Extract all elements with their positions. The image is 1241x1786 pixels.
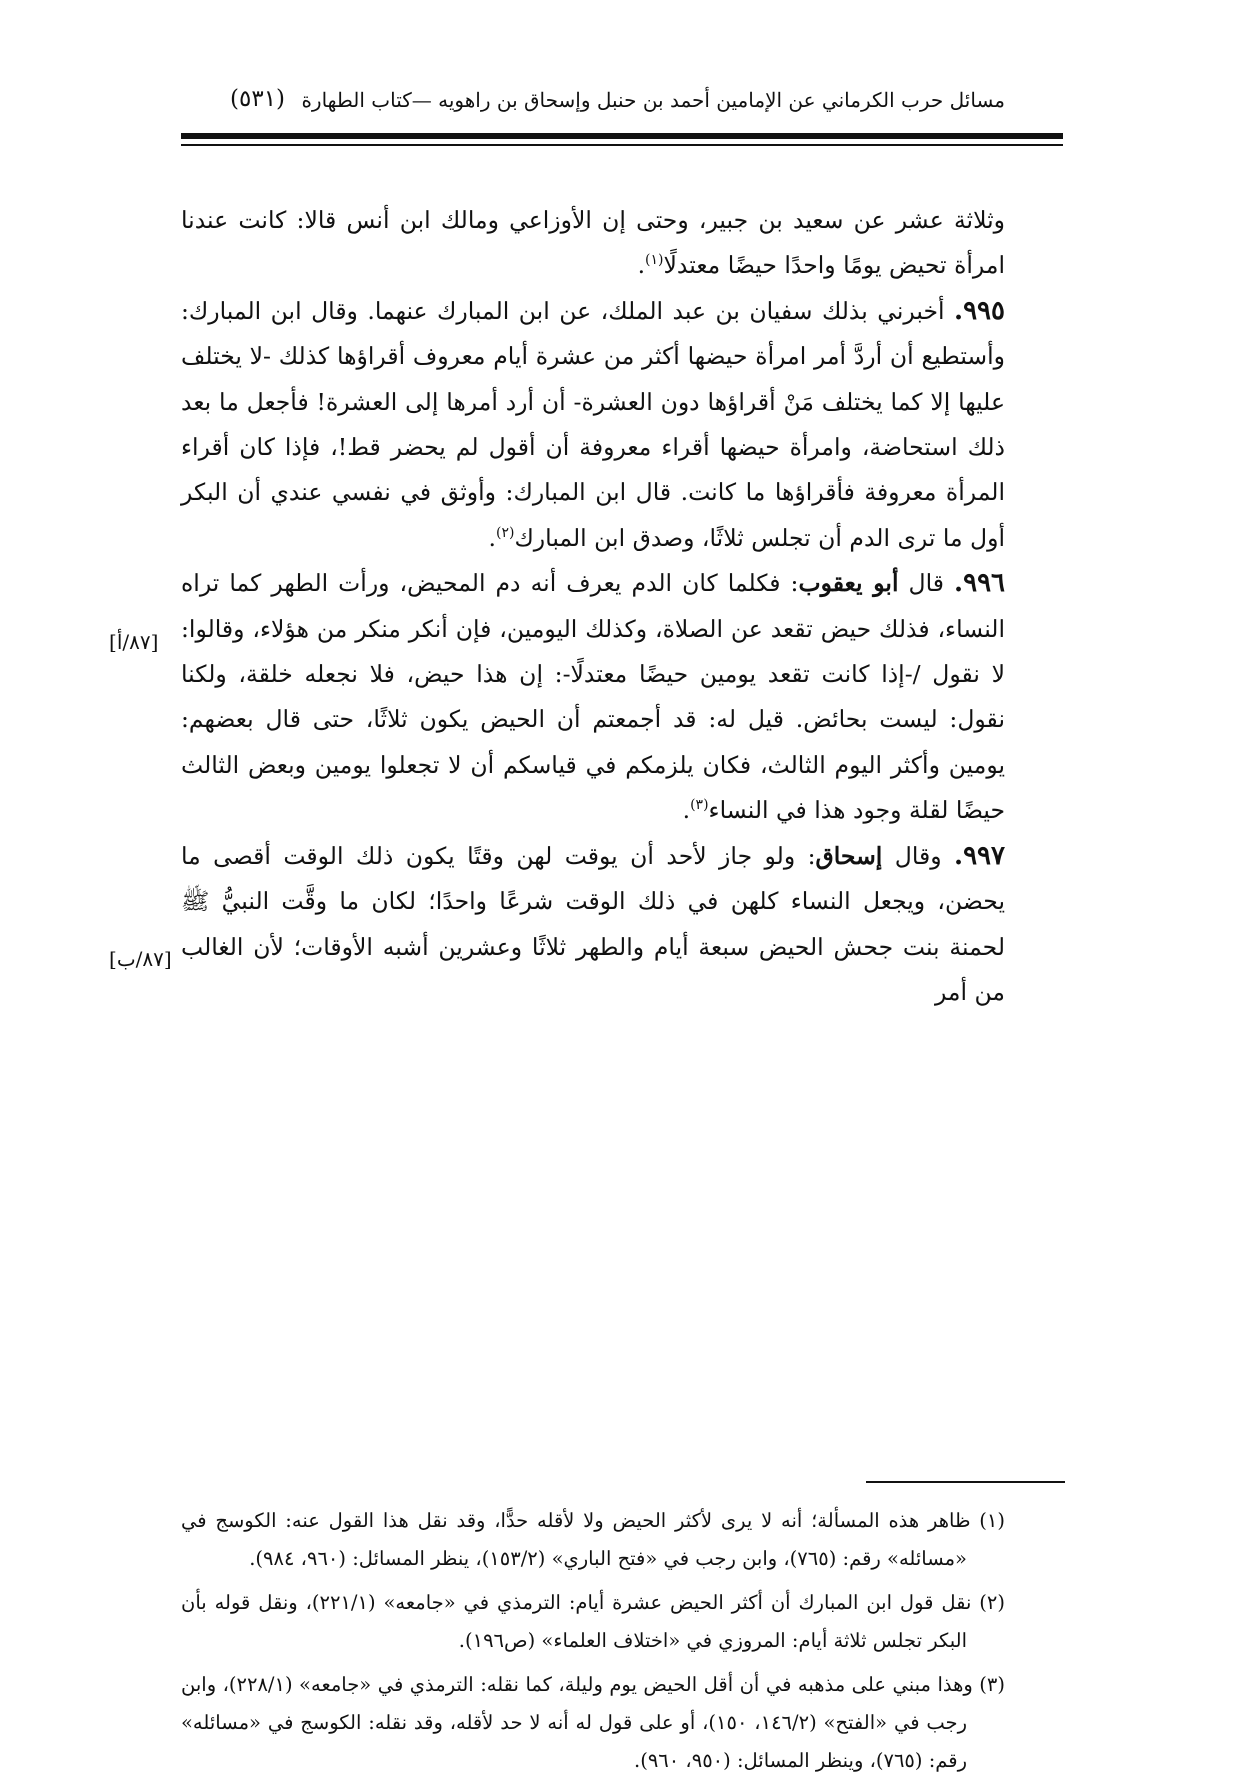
speaker-name: أبو يعقوب	[798, 569, 899, 598]
footnote-1: (١) ظاهر هذه المسألة؛ أنه لا يرى لأكثر الحيض ولا لأقله حدًّا، وقد نقل هذا القول عنه: الكوسج في «مسائله» رقم: (٧٦٥)، وابن رجب في «فتح الباري» (١٥٣/٢)، ينظر المسائل: (٩٦٠، ٩٨٤).	[181, 1509, 1005, 1570]
running-header	[230, 88, 1005, 128]
footnote-ref[interactable]: (١)	[645, 252, 664, 269]
header-rule-thick	[181, 133, 1063, 139]
page-number: (٥٣١)	[230, 86, 286, 112]
paragraph-number: ٩٩٥.	[954, 295, 1005, 326]
paragraph-number: ٩٩٧.	[954, 840, 1005, 871]
margin-folio-note: [٨٧/ب]	[109, 947, 172, 971]
footnote-2: (٢) نقل قول ابن المبارك أن أكثر الحيض عشرة أيام: الترمذي في «جامعه» (٢٢١/١)، ونقل قوله بأن البكر تجلس ثلاثة أيام: المروزي في «اختلاف العلماء» (ص١٩٦).	[181, 1591, 1005, 1652]
header-title: مسائل حرب الكرماني عن الإمامين أحمد بن حنبل وإسحاق بن راهويه —كتاب الطهارة	[301, 88, 1005, 112]
paragraph-996: ٩٩٦. قال أبو يعقوب: فكلما كان الدم يعرف أنه دم المحيض، ورأت الطهر كما تراه النساء، فذلك حيض تقعد عن الصلاة، وكذلك اليومين، فإن أنكر منكر من هؤلاء، وقالوا: لا نقول /-إذا كانت تقعد يومين حيضًا معتدلًا-: إن هذا حيض، فلا نجعله خلقة، ولكنا نقول: ليست بحائض. قيل له: قد أجمعتم أن الحيض يكون ثلاثًا، حتى قال بعضهم: يومين وأكثر اليوم الثالث، فكان يلزمكم في قياسكم أن لا تجعلوا يومين وبعض الثالث حيضًا لقلة وجود هذا في النساء$^{(٣)}$.	[181, 568, 1006, 825]
footnote-separator	[866, 1481, 1065, 1483]
footnote-ref[interactable]: (٣)	[690, 797, 709, 814]
header-rule-thin	[181, 144, 1063, 146]
margin-folio-note: [٨٧/أ]	[109, 630, 159, 654]
paragraph-text: وثلاثة عشر عن سعيد بن جبير، وحتى إن الأوزاعي ومالك ابن أنس قالا: كانت عندنا امرأة تحيض يومًا واحدًا حيضًا معتدلًا	[181, 206, 1005, 280]
footnote-3: (٣) وهذا مبني على مذهبه في أن أقل الحيض يوم وليلة، كما نقله: الترمذي في «جامعه» (٢٢٨/١)، وابن رجب في «الفتح» (١٤٦/٢، ١٥٠)، أو على قول له أنه لا حد لأقله، وقد نقله: الكوسج في «مسائله» رقم: (٧٦٥)، وينظر المسائل: (٩٥٠، ٩٦٠).	[181, 1673, 1005, 1772]
paragraph-995: ٩٩٥. أخبرني بذلك سفيان بن عبد الملك، عن ابن المبارك عنهما. وقال ابن المبارك: وأستطيع أن أردَّ أمر امرأة حيضها أكثر من عشرة أيام معروف أقراؤها كذلك -لا يختلف عليها إلا كما يختلف مَنْ أقراؤها دون العشرة- أن أرد أمرها إلى العشرة! فأجعل ما بعد ذلك استحاضة، وامرأة حيضها أقراء معروفة أن أقول لم يحضر قط!، فإذا كان أقراء المرأة معروفة فأقراؤها ما كانت. قال ابن المبارك: وأوثق في نفسي عندي أن البكر أول ما ترى الدم أن تجلس ثلاثًا، وصدق ابن المبارك$^{(٢)}$.	[181, 295, 1005, 552]
paragraph-number: ٩٩٦.	[954, 568, 1006, 599]
footnote-ref[interactable]: (٢)	[495, 525, 515, 542]
paragraph-997: ٩٩٧. وقال إسحاق: ولو جاز لأحد أن يوقت لهن وقتًا يكون ذلك الوقت أقصى ما يحضن، ويجعل النساء كلهن في ذلك الوقت شرعًا واحدًا؛ لكان ما وقَّت النبيُّ ﷺ لحمنة بنت جحش الحيض سبعة أيام والطهر ثلاثًا وعشرين أشبه الأوقات؛ لأن الغالب من أمر	[181, 840, 1005, 1006]
speaker-name: إسحاق	[815, 841, 883, 870]
paragraph-text: أخبرني بذلك سفيان بن عبد الملك، عن ابن المبارك عنهما. وقال ابن المبارك: وأستطيع أن أردَّ أمر امرأة حيضها أكثر من عشرة أيام معروف أقراؤها كذلك -لا يختلف عليها إلا كما يختلف مَنْ أقراؤها دون العشرة- أن أرد أمرها إلى العشرة! فأجعل ما بعد ذلك استحاضة، وامرأة حيضها أقراء معروفة أن أقول لم يحضر قط!، فإذا كان أقراء المرأة معروفة فأقراؤها ما كانت. قال ابن المبارك: وأوثق في نفسي عندي أن البكر أول ما ترى الدم أن تجلس ثلاثًا، وصدق ابن المبارك	[181, 296, 1005, 552]
paragraph-text: : فكلما كان الدم يعرف أنه دم المحيض، ورأت الطهر كما تراه النساء، فذلك حيض تقعد عن الصلاة، وكذلك اليومين، فإن أنكر منكر من هؤلاء، وقالوا: لا نقول /-إذا كانت تقعد يومين حيضًا معتدلًا-: إن هذا حيض، فلا نجعله خلقة، ولكنا نقول: ليست بحائض. قيل له: قد أجمعتم أن الحيض يكون ثلاثًا، حتى قال بعضهم: يومين وأكثر اليوم الثالث، فكان يلزمكم في قياسكم أن لا تجعلوا يومين وبعض الثالث حيضًا لقلة وجود هذا في النساء	[181, 569, 1005, 825]
main-text	[181, 198, 1005, 1015]
paragraph-text: : ولو جاز لأحد أن يوقت لهن وقتًا يكون ذلك الوقت أقصى ما يحضن، ويجعل النساء كلهن في ذلك الوقت شرعًا واحدًا؛ لكان ما وقَّت النبيُّ ﷺ لحمنة بنت جحش الحيض سبعة أيام والطهر ثلاثًا وعشرين أشبه الأوقات؛ لأن الغالب من أمر	[181, 841, 1005, 1006]
paragraph-continuation: وثلاثة عشر عن سعيد بن جبير، وحتى إن الأوزاعي ومالك ابن أنس قالا: كانت عندنا امرأة تحيض يومًا واحدًا حيضًا معتدلًا$^{(١)}$.	[181, 206, 1005, 280]
footnotes	[181, 1502, 1005, 1786]
